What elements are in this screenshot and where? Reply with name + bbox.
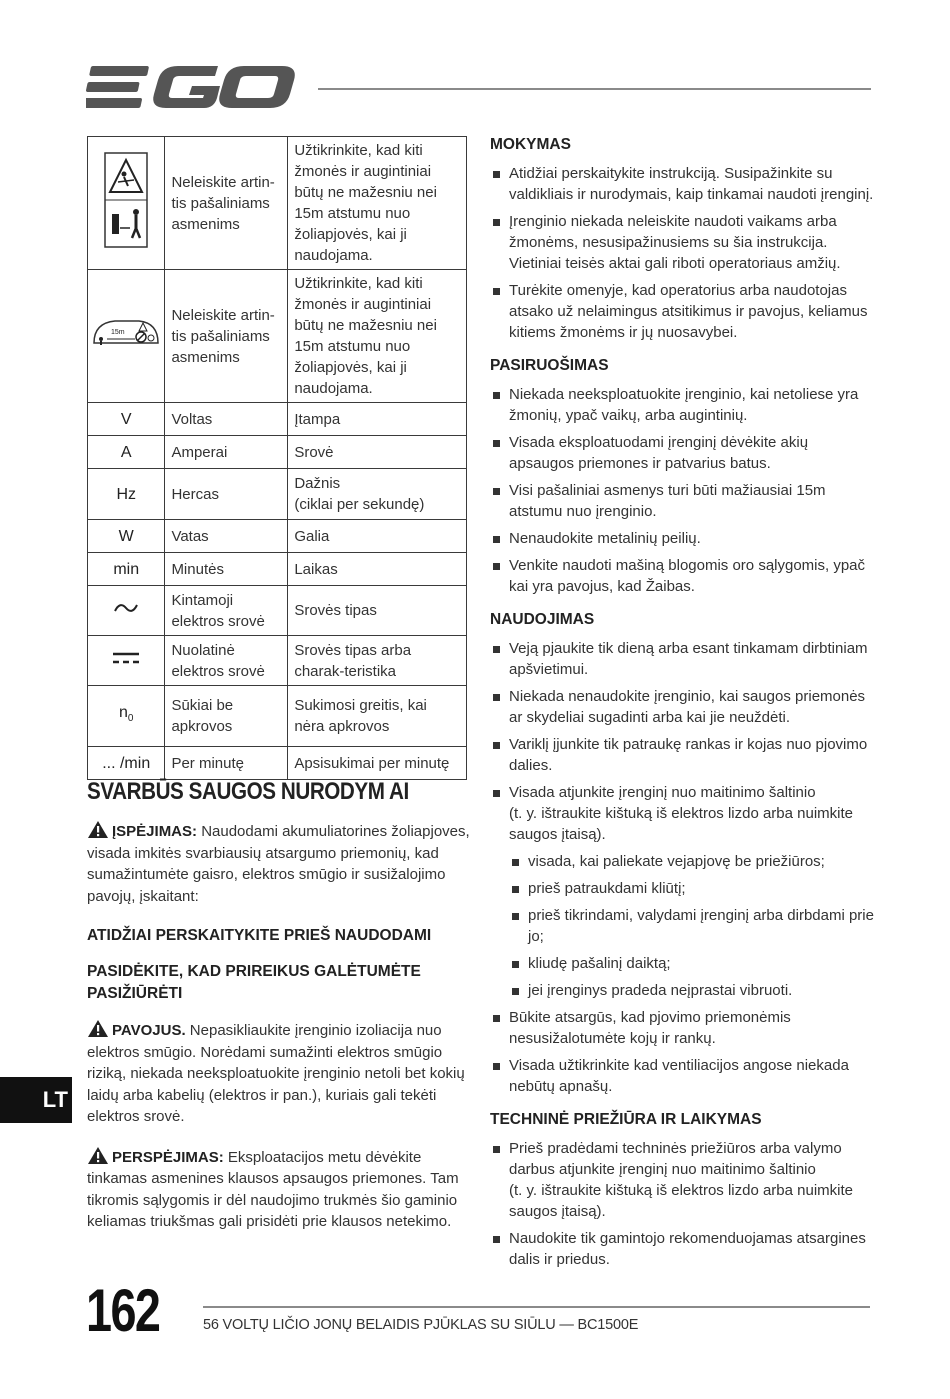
table-cell-symbol [88, 586, 165, 636]
list-item: Naudokite tik gamintojo rekomenduojamas atsargines dalis ir priedus. [490, 1228, 874, 1270]
table-cell-symbol [88, 137, 165, 270]
list-mokymas [490, 163, 874, 343]
15m-distance-icon [91, 317, 161, 349]
language-tab: LT [0, 1077, 72, 1123]
table-cell-name: Vatas [165, 520, 288, 553]
table-cell-desc: Srovės tipas [288, 586, 467, 636]
heading-pasiruosimas: PASIRUOŠIMAS [490, 357, 609, 374]
danger-label: PAVOJUS. [112, 1022, 186, 1039]
symbol-n: n [118, 704, 128, 722]
table-row [88, 636, 467, 686]
table-cell-symbol: A [88, 436, 165, 469]
list-item: Veją pjaukite tik dieną arba esant tinkamam dirbtiniam apšvietimui. [490, 638, 874, 680]
table-cell-name: Minutės [165, 553, 288, 586]
danger-paragraph [87, 1019, 472, 1128]
table-cell-desc: Užtikrinkite, kad kiti žmonės ir augintiniai būtų ne mažesniu nei 15m atstumu nuo žoliapjovės, kai ji naudojama. [288, 270, 467, 403]
table-cell-symbol: W [88, 520, 165, 553]
sublist-item: prieš patraukdami kliūtį; [509, 878, 874, 899]
table-row [88, 747, 467, 780]
warning-triangle-icon [87, 1146, 109, 1165]
subhead-read-carefully: ATIDŽIAI PERSKAITYKITE PRIEŠ NAUDODAMI [87, 927, 432, 944]
table-cell-symbol: min [88, 553, 165, 586]
table-row [88, 270, 467, 403]
table-row [88, 553, 467, 586]
warning-paragraph [87, 820, 472, 907]
page-number: 162 [86, 1277, 160, 1344]
table-row [88, 686, 467, 747]
footer-text: 56 VOLTŲ LIČIO JONŲ BELAIDIS PJŪKLAS SU SIŪLU — BC1500E [203, 1317, 639, 1333]
bystander-distance-warning-icon [104, 152, 148, 248]
danger-text: Nepasikliaukite įrenginio izoliacija nuo elektros smūgio. Norėdami sumažinti elektros smūgio riziką, niekada neeksploatuokite įrenginio netoli bet kokių laidų arba kabelių (elektros ir pan.), kuriais gali tekėti elektros srovė. [87, 1022, 465, 1125]
warning-text: Naudodami akumuliatorines žoliapjoves, visada imkitės svarbiausių atsargumo priemonių, kad sumažintumėte gaisro, elektros smūgio ir susižalojimo pavojų, įskaitant: [87, 823, 470, 905]
15m-label: 15m [111, 329, 125, 336]
list-item: Nenaudokite metalinių peilių. [490, 528, 874, 549]
table-cell-name: Nuolatinė elektros srovė [165, 636, 288, 686]
table-cell-name: Hercas [165, 469, 288, 520]
heading-prieziura: TECHNINĖ PRIEŽIŪRA IR LAIKYMAS [490, 1111, 762, 1128]
table-cell-symbol [88, 270, 165, 403]
alternating-current-icon [113, 601, 139, 615]
sublist-naudojimas [509, 851, 874, 1001]
table-row [88, 436, 467, 469]
table-row [88, 469, 467, 520]
ego-logo [86, 62, 300, 112]
table-cell-desc: Dažnis (ciklai per sekundę) [288, 469, 467, 520]
list-item: Visada užtikrinkite kad ventiliacijos angose niekada nebūtų apnašų. [490, 1055, 874, 1097]
table-cell-name: Neleiskite artin-tis pašaliniams asmenims [165, 137, 288, 270]
list-item: Atidžiai perskaitykite instrukciją. Susipažinkite su valdikliais ir nurodymais, kaip tinkamai naudoti įrenginį. [490, 163, 874, 205]
right-column [490, 134, 874, 1282]
table-cell-name: Kintamoji elektros srovė [165, 586, 288, 636]
symbol-n-sub: 0 [127, 713, 134, 725]
warning-label: ĮSPĖJIMAS: [112, 823, 198, 840]
list-item: Niekada nenaudokite įrenginio, kai saugos priemonės ar skydeliai sugadinti arba kai jie neuždėti. [490, 686, 874, 728]
header-rule [318, 88, 871, 90]
list-item: Visada eksploatuodami įrenginį dėvėkite akių apsaugos priemones ir patvarius batus. [490, 432, 874, 474]
table-cell-desc: Srovės tipas arba charak-teristika [288, 636, 467, 686]
list-item-text: Visada atjunkite įrenginį nuo maitinimo šaltinio (t. y. ištraukite kištuką iš elektros lizdo arba nuimkite saugos įtaisą). [509, 784, 854, 843]
table-row [88, 403, 467, 436]
caution-text: Eksploatacijos metu dėvėkite tinkamas asmenines klausos apsaugos priemones. Tam tikromis sąlygomis ir dėl naudojimo trukmės šio gaminio keliamas triukšmas gali prisidėti prie klausos netekimo. [87, 1148, 459, 1230]
list-naudojimas [490, 638, 874, 1097]
table-cell-symbol: V [88, 403, 165, 436]
left-column-text [87, 778, 472, 1251]
table-cell-symbol [88, 686, 165, 747]
table-cell-desc: Sukimosi greitis, kai nėra apkrovos [288, 686, 467, 747]
table-row [88, 520, 467, 553]
table-cell-desc: Apsisukimai per minutę [288, 747, 467, 780]
list-prieziura [490, 1138, 874, 1270]
table-cell-name: Voltas [165, 403, 288, 436]
list-item: Įrenginio niekada neleiskite naudoti vaikams arba žmonėms, nesusipažinusiems su šia instrukcija. Vietiniai teisės aktai gali riboti operatoriaus amžių. [490, 211, 874, 274]
table-cell-desc: Užtikrinkite, kad kiti žmonės ir augintiniai būtų ne mažesniu nei 15m atstumu nuo žoliapjovės, kai ji naudojama. [288, 137, 467, 270]
table-cell-symbol: Hz [88, 469, 165, 520]
footer-rule [203, 1306, 870, 1308]
table-cell-name: Per minutę [165, 747, 288, 780]
sublist-item: kliudę pašalinį daiktą; [509, 953, 874, 974]
sublist-item: visada, kai paliekate vejapjovę be priežiūros; [509, 851, 874, 872]
table-row [88, 137, 467, 270]
warning-triangle-icon [87, 1019, 109, 1038]
table-cell-name: Sūkiai be apkrovos [165, 686, 288, 747]
list-item-with-subitems [490, 782, 874, 1001]
list-pasiruosimas [490, 384, 874, 597]
heading-mokymas: MOKYMAS [490, 136, 571, 153]
direct-current-icon [112, 651, 140, 665]
list-item: Turėkite omenyje, kad operatorius arba naudotojas atsako už nelaimingus atsitikimus ir pavojus, keliamus kitiems žmonėms ir jų nuosavybei. [490, 280, 874, 343]
list-item: Venkite naudoti mašiną blogomis oro sąlygomis, ypač kai yra pavojus, kad Žaibas. [490, 555, 874, 597]
table-row [88, 586, 467, 636]
table-cell-symbol: ... /min [88, 747, 165, 780]
list-item: Būkite atsargūs, kad pjovimo priemonėmis nesusižalotumėte kojų ir rankų. [490, 1007, 874, 1049]
caution-label: PERSPĖJIMAS: [112, 1148, 224, 1166]
heading-naudojimas: NAUDOJIMAS [490, 611, 595, 628]
table-cell-desc: Srovė [288, 436, 467, 469]
section-title: SVARBŪS SAUGOS NURODYM AI [87, 778, 409, 805]
list-item: Variklį įjunkite tik patraukę rankas ir kojas nuo pjovimo dalies. [490, 734, 874, 776]
table-cell-desc: Laikas [288, 553, 467, 586]
table-cell-desc: Galia [288, 520, 467, 553]
sublist-item: prieš tikrindami, valydami įrenginį arba dirbdami prie jo; [509, 905, 874, 947]
warning-triangle-icon [87, 820, 109, 839]
caution-paragraph [87, 1146, 472, 1233]
list-item: Visi pašaliniai asmenys turi būti mažiausiai 15m atstumu nuo įrenginio. [490, 480, 874, 522]
sublist-item: jei įrenginys pradeda neįprastai vibruoti. [509, 980, 874, 1001]
symbol-table [87, 136, 467, 780]
list-item: Niekada neeksploatuokite įrenginio, kai netoliese yra žmonių, ypač vaikų, arba augintinių. [490, 384, 874, 426]
subhead-keep-for-reference: PASIDĖKITE, KAD PRIREIKUS GALĖTUMĖTE PASIŽIŪRĖTI [87, 963, 421, 1002]
list-item: Prieš pradėdami techninės priežiūros arba valymo darbus atjunkite įrenginį nuo maitinimo šaltinio (t. y. ištraukite kištuką iš elektros lizdo arba nuimkite saugos įtaisą). [490, 1138, 874, 1222]
table-cell-name: Neleiskite artin-tis pašaliniams asmenims [165, 270, 288, 403]
table-cell-desc: Įtampa [288, 403, 467, 436]
table-cell-symbol [88, 636, 165, 686]
table-cell-name: Amperai [165, 436, 288, 469]
